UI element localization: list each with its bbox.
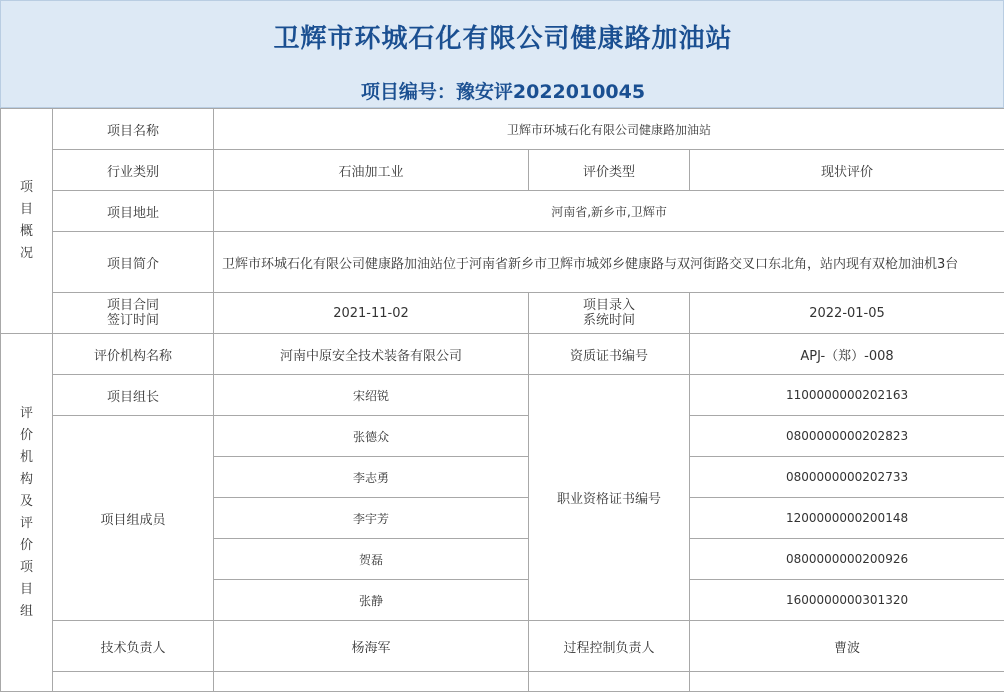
member-name: 李宇芳 — [214, 498, 529, 539]
table-row — [1, 334, 1004, 375]
member-cert: 1600000000301320 — [690, 580, 1004, 621]
project-info-table — [0, 108, 1004, 692]
table-row — [1, 621, 1004, 672]
member-cert: 1200000000200148 — [690, 498, 1004, 539]
table-row — [1, 232, 1004, 293]
contract-time-label: 项目合同 签订时间 — [53, 293, 214, 334]
table-row — [1, 416, 1004, 457]
eval-type-label: 评价类型 — [529, 150, 690, 191]
table-row — [1, 375, 1004, 416]
table-row — [1, 150, 1004, 191]
member-cert: 0800000000200926 — [690, 539, 1004, 580]
industry-value: 石油加工业 — [214, 150, 529, 191]
table-row — [1, 109, 1004, 150]
leader-label: 项目组长 — [53, 375, 214, 416]
qualification-label: 职业资格证书编号 — [529, 375, 690, 621]
contract-date-value: 2021-11-02 — [214, 293, 529, 334]
address-value: 河南省,新乡市,卫辉市 — [214, 191, 1004, 232]
section-label-overview: 项 目 概 况 — [1, 109, 53, 334]
project-name-label: 项目名称 — [53, 109, 214, 150]
process-lead-label: 过程控制负责人 — [529, 621, 690, 672]
member-cert: 0800000000202823 — [690, 416, 1004, 457]
cert-value: APJ-（郑）-008 — [690, 334, 1004, 375]
industry-label: 行业类别 — [53, 150, 214, 191]
project-name-value: 卫辉市环城石化有限公司健康路加油站 — [214, 109, 1004, 150]
table-row — [1, 672, 1004, 692]
member-name: 张静 — [214, 580, 529, 621]
member-name: 李志勇 — [214, 457, 529, 498]
section-label-agency: 评 价 机 构 及 评 价 项 目 组 — [1, 334, 53, 692]
table-row — [1, 293, 1004, 334]
member-name: 张德众 — [214, 416, 529, 457]
address-label: 项目地址 — [53, 191, 214, 232]
eval-type-value: 现状评价 — [690, 150, 1004, 191]
entry-date-value: 2022-01-05 — [690, 293, 1004, 334]
leader-name: 宋绍锐 — [214, 375, 529, 416]
intro-label: 项目简介 — [53, 232, 214, 293]
process-lead-value: 曹波 — [690, 621, 1004, 672]
intro-value: 卫辉市环城石化有限公司健康路加油站位于河南省新乡市卫辉市城郊乡健康路与双河街路交叉口东北角，站内现有双枪加油机3台 — [214, 232, 1004, 293]
cert-label: 资质证书编号 — [529, 334, 690, 375]
agency-name-value: 河南中原安全技术装备有限公司 — [214, 334, 529, 375]
table-row — [1, 191, 1004, 232]
member-name: 贺磊 — [214, 539, 529, 580]
page-title: 卫辉市环城石化有限公司健康路加油站 — [1, 18, 1004, 55]
member-cert: 0800000000202733 — [690, 457, 1004, 498]
project-number: 项目编号：豫安评2022010045 — [1, 77, 1004, 104]
agency-name-label: 评价机构名称 — [53, 334, 214, 375]
page-header — [0, 0, 1004, 108]
tech-lead-label: 技术负责人 — [53, 621, 214, 672]
entry-time-label: 项目录入 系统时间 — [529, 293, 690, 334]
leader-cert: 1100000000202163 — [690, 375, 1004, 416]
members-label: 项目组成员 — [53, 416, 214, 621]
tech-lead-value: 杨海军 — [214, 621, 529, 672]
